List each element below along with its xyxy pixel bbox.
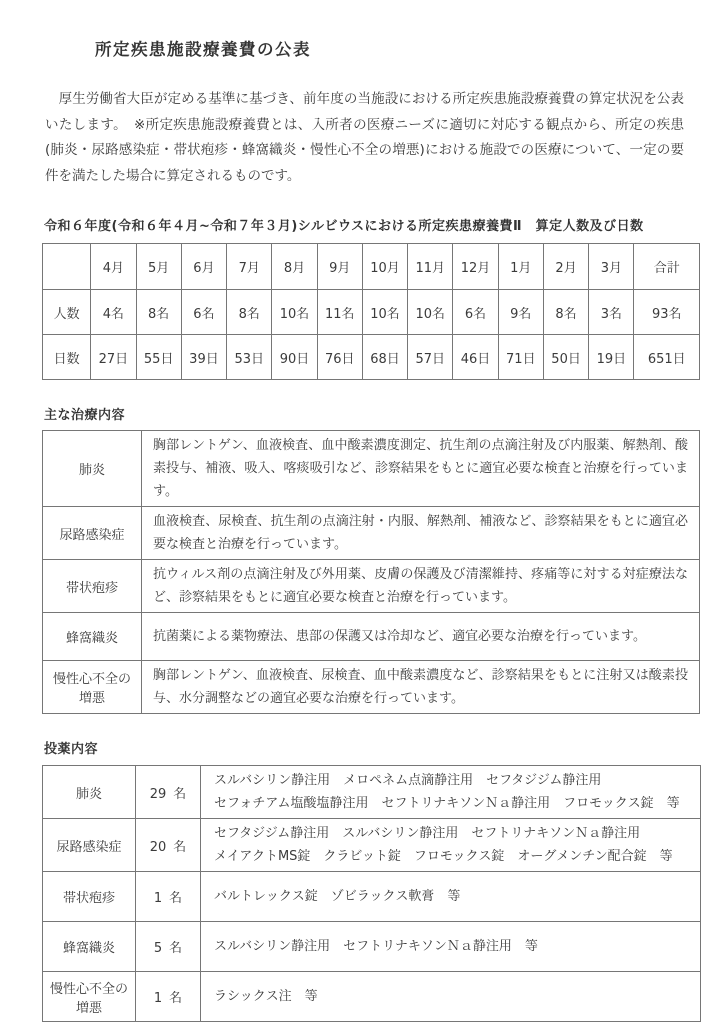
disease-label: 蜂窩織炎 xyxy=(43,922,136,972)
drug-list xyxy=(201,922,701,972)
calc-cell: 651日 xyxy=(634,335,700,380)
calc-col-header: 2月 xyxy=(543,244,588,290)
patient-count xyxy=(136,922,201,972)
calc-col-header: 6月 xyxy=(181,244,226,290)
calc-cell: 27日 xyxy=(91,335,136,380)
medication-row xyxy=(43,972,701,1022)
count-unit: 名 xyxy=(169,891,183,906)
calc-cell: 57日 xyxy=(408,335,453,380)
disease-label: 肺炎 xyxy=(43,431,142,507)
intro-paragraph: 厚生労働省大臣が定める基準に基づき、前年度の当施設における所定疾患施設療養費の算定状況を公表いたします。 ※所定疾患施設療養費とは、入所者の医療ニーズに適切に対応する観点から、所定の疾患(肺炎・尿路感染症・帯状疱疹・蜂窩織炎・慢性心不全の増悪)における施設での医療について、一定の要件を満たした場合に算定されるものです。 xyxy=(45,91,684,184)
disease-label: 帯状疱疹 xyxy=(43,872,136,922)
treatment-description: 胸部レントゲン、血液検査、尿検査、血中酸素濃度など、診察結果をもとに注射又は酸素投与、水分調整などの適宜必要な治療を行っています。 xyxy=(142,661,700,714)
drug-list xyxy=(201,819,701,872)
calc-table xyxy=(42,243,700,380)
treatment-description: 胸部レントゲン、血液検査、血中酸素濃度測定、抗生剤の点滴注射及び内服薬、解熱剤、酸素投与、補液、吸入、喀痰吸引など、診察結果をもとに適宜必要な検査と治療を行っています。 xyxy=(142,431,700,507)
drug-list xyxy=(201,972,701,1022)
disease-label: 尿路感染症 xyxy=(43,507,142,560)
calc-col-header: 9月 xyxy=(317,244,362,290)
medication-row xyxy=(43,872,701,922)
treatment-table xyxy=(42,430,700,714)
disease-label: 蜂窩織炎 xyxy=(43,613,142,661)
calc-cell: 90日 xyxy=(272,335,317,380)
disease-label: 尿路感染症 xyxy=(43,819,136,872)
calc-cell: 39日 xyxy=(181,335,226,380)
treatment-row xyxy=(43,613,700,661)
calc-cell: 55日 xyxy=(136,335,181,380)
patient-count xyxy=(136,766,201,819)
calc-col-header: 10月 xyxy=(362,244,407,290)
calc-row-persons xyxy=(43,290,700,335)
calc-cell: 8名 xyxy=(227,290,272,335)
treatment-row xyxy=(43,431,700,507)
calc-cell: 8名 xyxy=(136,290,181,335)
treatment-heading: 主な治療内容 xyxy=(44,408,126,423)
calc-col-header: 11月 xyxy=(408,244,453,290)
calc-cell: 10名 xyxy=(362,290,407,335)
calc-cell: 3名 xyxy=(589,290,634,335)
calc-row-label: 人数 xyxy=(43,290,91,335)
calc-cell: 53日 xyxy=(227,335,272,380)
calc-cell: 4名 xyxy=(91,290,136,335)
medication-heading: 投薬内容 xyxy=(44,742,99,757)
calc-cell: 19日 xyxy=(589,335,634,380)
calc-cell: 71日 xyxy=(498,335,543,380)
treatment-section xyxy=(0,404,724,714)
calc-cell: 11名 xyxy=(317,290,362,335)
disease-label: 慢性心不全の増悪 xyxy=(43,661,142,714)
calc-cell: 50日 xyxy=(543,335,588,380)
calc-cell: 10名 xyxy=(408,290,453,335)
calc-table-heading: 令和６年度(令和６年４月~令和７年３月)シルビウスにおける所定疾患療養費Ⅱ 算定人数及び日数 xyxy=(44,219,644,234)
drug-line: セフタジジム静注用 スルバシリン静注用 セフトリナキソンＮａ静注用 xyxy=(214,826,641,841)
patient-count xyxy=(136,872,201,922)
treatment-description: 抗ウィルス剤の点滴注射及び外用薬、皮膚の保護及び清潔維持、疼痛等に対する対症療法など、診察結果をもとに適宜必要な検査と治療を行っています。 xyxy=(142,560,700,613)
calc-cell: 9名 xyxy=(498,290,543,335)
count-unit: 名 xyxy=(173,839,187,855)
calc-corner-cell xyxy=(43,244,91,290)
patient-count xyxy=(136,819,201,872)
calc-cell: 8名 xyxy=(543,290,588,335)
calc-cell: 76日 xyxy=(317,335,362,380)
drug-line: スルバシリン静注用 メロペネム点滴静注用 セフタジジム静注用 xyxy=(214,773,602,788)
drug-line: セフォチアム塩酸塩静注用 セフトリナキソンＮａ静注用 フロモックス錠 等 xyxy=(214,796,680,811)
drug-line: メイアクトMS錠 クラビット錠 フロモックス錠 オーグメンチン配合錠 等 xyxy=(214,849,673,864)
count-unit: 名 xyxy=(169,941,183,956)
drug-list xyxy=(201,872,701,922)
count-value: 1 xyxy=(153,891,163,906)
count-value: 1 xyxy=(153,991,163,1006)
drug-line: バルトレックス錠 ゾビラックス軟膏 等 xyxy=(214,889,461,904)
disease-label: 肺炎 xyxy=(43,766,136,819)
calc-row-label: 日数 xyxy=(43,335,91,380)
treatment-row xyxy=(43,507,700,560)
medication-section xyxy=(0,738,724,1022)
calc-section xyxy=(0,215,724,380)
calc-cell: 10名 xyxy=(272,290,317,335)
calc-col-header: 4月 xyxy=(91,244,136,290)
medication-row xyxy=(43,766,701,819)
calc-col-header: 12月 xyxy=(453,244,498,290)
calc-col-header: 3月 xyxy=(589,244,634,290)
calc-cell: 6名 xyxy=(453,290,498,335)
count-unit: 名 xyxy=(169,991,183,1006)
disease-label: 慢性心不全の増悪 xyxy=(43,972,136,1022)
drug-list xyxy=(201,766,701,819)
calc-col-header: 7月 xyxy=(227,244,272,290)
treatment-description: 血液検査、尿検査、抗生剤の点滴注射・内服、解熱剤、補液など、診察結果をもとに適宜必要な検査と治療を行っています。 xyxy=(142,507,700,560)
calc-cell: 68日 xyxy=(362,335,407,380)
count-value: 29 xyxy=(149,786,167,802)
calc-header-row xyxy=(43,244,700,290)
treatment-row xyxy=(43,560,700,613)
treatment-row xyxy=(43,661,700,714)
count-value: 5 xyxy=(153,941,163,956)
calc-col-header: 合計 xyxy=(634,244,700,290)
drug-line: スルバシリン静注用 セフトリナキソンＮａ静注用 等 xyxy=(214,939,538,954)
medication-row xyxy=(43,922,701,972)
calc-cell: 6名 xyxy=(181,290,226,335)
calc-col-header: 5月 xyxy=(136,244,181,290)
disease-label: 帯状疱疹 xyxy=(43,560,142,613)
calc-row-days xyxy=(43,335,700,380)
medication-row xyxy=(43,819,701,872)
calc-col-header: 8月 xyxy=(272,244,317,290)
calc-cell: 46日 xyxy=(453,335,498,380)
treatment-description: 抗菌薬による薬物療法、患部の保護又は冷却など、適宜必要な治療を行っています。 xyxy=(142,613,700,661)
calc-cell: 93名 xyxy=(634,290,700,335)
calc-col-header: 1月 xyxy=(498,244,543,290)
drug-line: ラシックス注 等 xyxy=(214,989,318,1004)
patient-count xyxy=(136,972,201,1022)
count-value: 20 xyxy=(149,839,167,855)
page-title: 所定疾患施設療養費の公表 xyxy=(95,40,311,59)
count-unit: 名 xyxy=(173,786,187,802)
medication-table xyxy=(42,765,701,1022)
